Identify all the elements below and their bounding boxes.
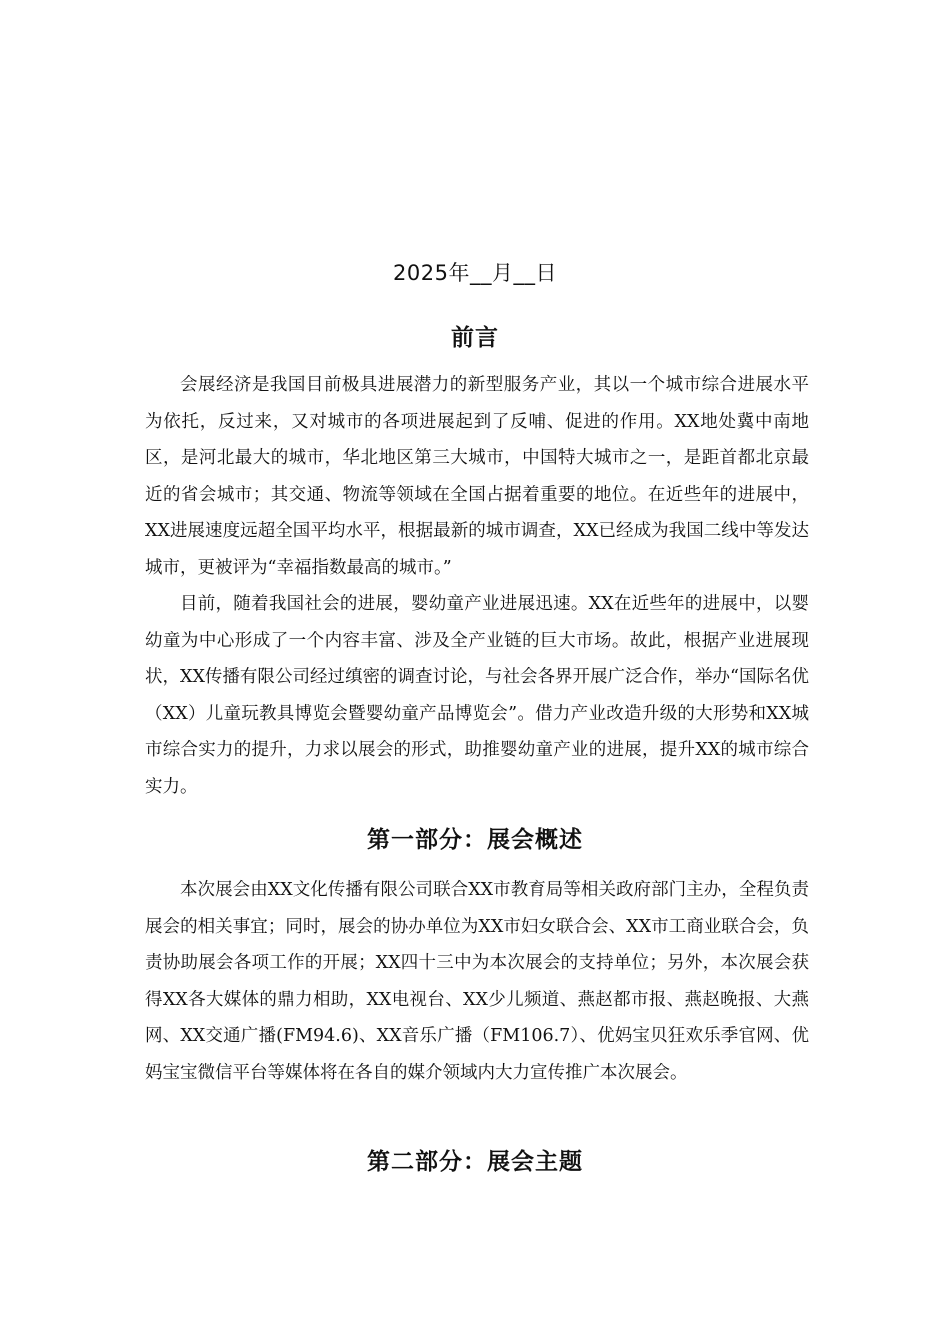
part1-body <box>145 872 809 1091</box>
preface-paragraph-1: 会展经济是我国目前极具进展潜力的新型服务产业，其以一个城市综合进展水平为依托，反过来，又对城市的各项进展起到了反哺、促进的作用。XX地处冀中南地区，是河北最大的城市，华北地区第三大城市，中国特大城市之一，是距首都北京最近的省会城市；其交通、物流等领域在全国占据着重要的地位。在近些年的进展中，XX进展速度远超全国平均水平，根据最新的城市调查，XX已经成为我国二线中等发达城市，更被评为“幸福指数最高的城市。” <box>145 375 809 578</box>
preface-heading: 前言 <box>451 325 499 351</box>
part1-paragraph-1: 本次展会由XX文化传播有限公司联合XX市教育局等相关政府部门主办，全程负责展会的相关事宜；同时，展会的协办单位为XX市妇女联合会、XX市工商业联合会，负责协助展会各项工作的开展；XX四十三中为本次展会的支持单位；另外，本次展会获得XX各大媒体的鼎力相助，XX电视台、XX少儿频道、燕赵都市报、燕赵晚报、大燕网、XX交通广播(FM94.6)、XX音乐广播（FM106.7）、优妈宝贝狂欢乐季官网、优妈宝宝微信平台等媒体将在各自的媒介领域内大力宣传推广本次展会。 <box>145 880 809 1083</box>
part1-heading: 第一部分：展会概述 <box>367 827 583 853</box>
preface-body <box>145 367 809 805</box>
part2-heading: 第二部分：展会主题 <box>367 1149 583 1175</box>
date-line: 2025年__月__日 <box>393 261 557 285</box>
preface-paragraph-2: 目前，随着我国社会的进展，婴幼童产业进展迅速。XX在近些年的进展中，以婴幼童为中心形成了一个内容丰富、涉及全产业链的巨大市场。故此，根据产业进展现状，XX传播有限公司经过缜密的调查讨论，与社会各界开展广泛合作，举办“国际名优（XX）儿童玩教具博览会暨婴幼童产品博览会”。借力产业改造升级的大形势和XX城市综合实力的提升，力求以展会的形式，助推婴幼童产业的进展，提升XX的城市综合实力。 <box>145 594 809 797</box>
